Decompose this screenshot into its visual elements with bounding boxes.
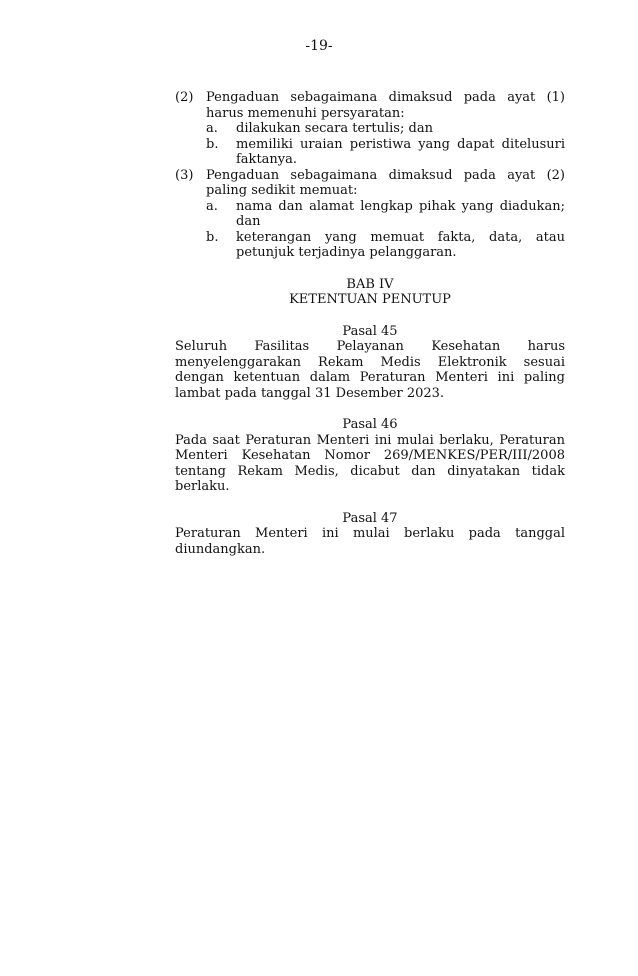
chapter-heading (175, 277, 565, 308)
article-text: Pada saat Peraturan Menteri ini mulai berlaku, Peraturan Menteri Kesehatan Nomor 269/MENKES/PER/III/2008 tentang Rekam Medis, dicabut dan dinyatakan tidak berlaku. (175, 432, 565, 494)
list-item-letter: b. (206, 136, 219, 152)
ayat-text: Pengaduan sebagaimana dimaksud pada ayat (2) paling sedikit memuat: (206, 167, 565, 198)
ayat-number: (2) (175, 90, 194, 105)
list-item-text: nama dan alamat lengkap pihak yang diadukan; dan (236, 198, 565, 229)
list-item-letter: a. (206, 121, 218, 136)
ayat-number: (3) (175, 167, 194, 183)
list-item-text: memiliki uraian peristiwa yang dapat ditelusuri faktanya. (236, 136, 565, 167)
list-item (206, 121, 565, 137)
ayat-2 (175, 90, 565, 121)
list-item (206, 137, 565, 168)
document-body (175, 90, 565, 557)
list-item (206, 230, 565, 261)
page-number: -19- (305, 38, 333, 54)
article-47 (175, 511, 565, 558)
list-item-text: keterangan yang memuat fakta, data, atau petunjuk terjadinya pelanggaran. (236, 229, 565, 260)
ayat-3 (175, 168, 565, 199)
list-item (206, 199, 565, 230)
article-title: Pasal 45 (342, 323, 398, 339)
article-text-line: Seluruh Fasilitas Pelayanan Kesehatan harus (175, 339, 565, 354)
article-title: Pasal 46 (342, 417, 398, 432)
article-text-line: diundangkan. (175, 541, 266, 557)
article-title: Pasal 47 (342, 510, 398, 526)
article-46 (175, 417, 565, 495)
article-text: menyelenggarakan Rekam Medis Elektronik sesuai dengan ketentuan dalam Peraturan Menteri ini paling lambat pada tanggal 31 Desember 2023. (175, 354, 565, 401)
list-item-letter: b. (206, 229, 219, 245)
article-45 (175, 324, 565, 402)
chapter-title: KETENTUAN PENUTUP (289, 292, 451, 307)
list-item-letter: a. (206, 198, 218, 214)
ayat-text: Pengaduan sebagaimana dimaksud pada ayat (1) harus memenuhi persyaratan: (206, 90, 565, 121)
chapter-number: BAB IV (346, 276, 394, 292)
article-text-line: Peraturan Menteri ini mulai berlaku pada tanggal (175, 526, 565, 541)
list-item-text: dilakukan secara tertulis; dan (236, 121, 433, 136)
